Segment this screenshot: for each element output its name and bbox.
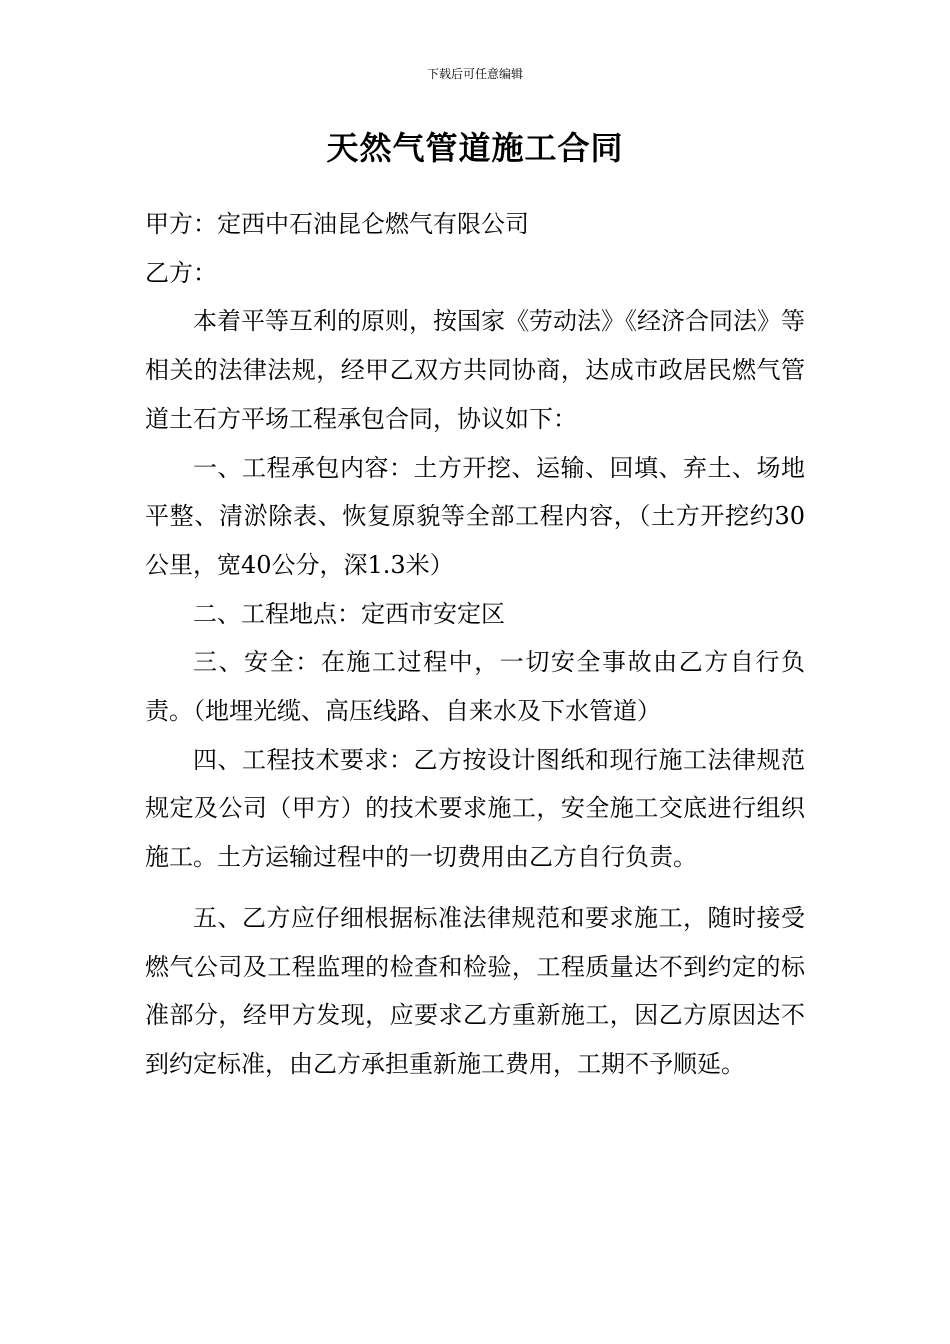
party-a-line: 甲方：定西中石油昆仑燃气有限公司 [145, 210, 529, 238]
party-b-line: 乙方： [145, 258, 217, 287]
clause-technical-paragraph: 四、工程技术要求：乙方按设计图纸和现行施工法律规范规定及公司（甲方）的技术要求施工，安全施工交底进行组织施工。土方运输过程中的一切费用由乙方自行负责。 [145, 745, 805, 872]
clause-quality-paragraph: 五、乙方应仔细根据标准法律规范和要求施工，随时接受燃气公司及工程监理的检查和检验，工程质量达不到约定的标准部分，经甲方发现，应要求乙方重新施工，因乙方原因达不到约定标准，由乙方承担重新施工费用，工期不予顺延。 [145, 903, 805, 1078]
clause-scope-paragraph: 一、工程承包内容：土方开挖、运输、回填、弃土、场地平整、清淤除表、恢复原貌等全部工程内容，（土方开挖约30公里，宽40公分，深1.3米） [145, 453, 805, 579]
preamble-paragraph: 本着平等互利的原则，按国家《劳动法》《经济合同法》等相关的法律法规，经甲乙双方共同协商，达成市政居民燃气管道土石方平场工程承包合同，协议如下： [145, 307, 805, 433]
clause-location-paragraph: 二、工程地点：定西市安定区 [193, 599, 505, 628]
clause-safety-paragraph: 三、安全：在施工过程中，一切安全事故由乙方自行负责。（地埋光缆、高压线路、自来水及下水管道） [145, 648, 805, 726]
header-note: 下载后可任意编辑 [426, 67, 523, 81]
document-title: 天然气管道施工合同 [326, 129, 624, 167]
contract-body [145, 200, 805, 1089]
